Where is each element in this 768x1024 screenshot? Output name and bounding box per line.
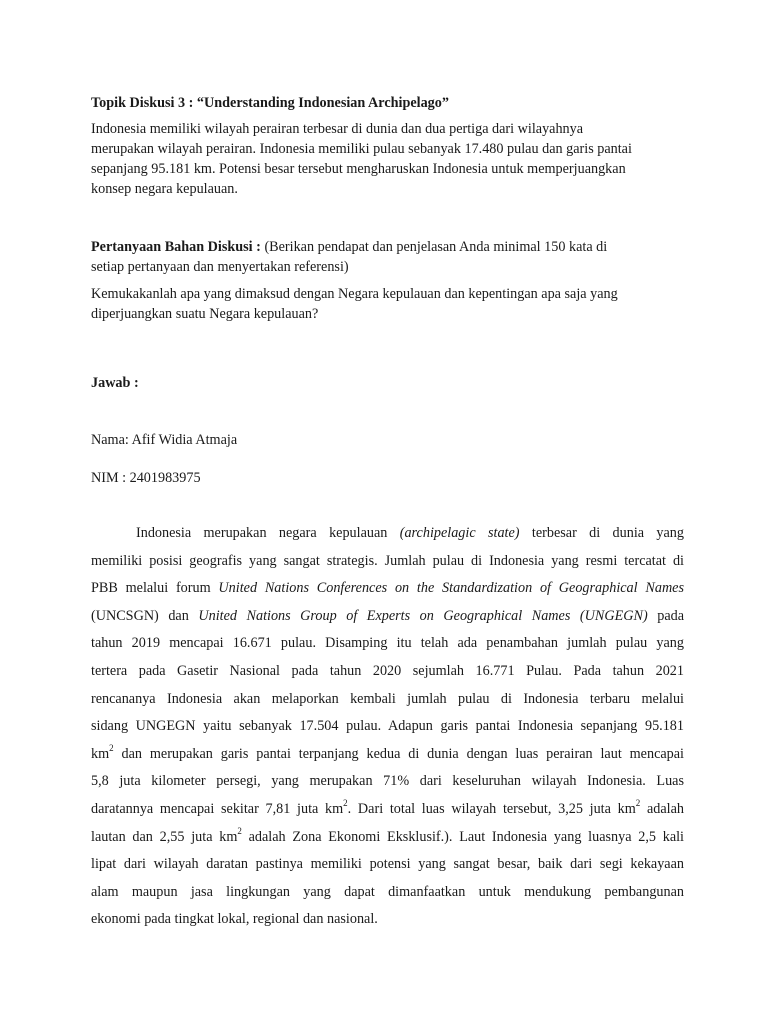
superscript: 2	[237, 825, 242, 836]
question-instruction-line	[91, 237, 684, 257]
question-text: diperjuangkan suatu Negara kepulauan?	[91, 306, 319, 322]
topic-line: sepanjang 95.181 km. Potensi besar tersebut mengharuskan Indonesia untuk memperjuangkan	[91, 161, 626, 177]
topic-line: merupakan wilayah perairan. Indonesia memiliki pulau sebanyak 17.480 pulau dan garis pantai	[91, 141, 632, 157]
paragraph-line: ekonomi pada tingkat lokal, regional dan nasional.	[91, 911, 378, 928]
text-run: Indonesia merupakan negara kepulauan	[136, 525, 388, 541]
text-run-italic: (archipelagic state)	[399, 525, 520, 541]
superscript: 2	[635, 798, 641, 809]
paragraph-line	[91, 575, 684, 603]
superscript: 2	[109, 743, 114, 754]
text-run-italic: United Nations Group of Experts on Geographical Names (UNGEGN)	[198, 607, 648, 624]
text-run: pada	[657, 607, 685, 624]
text-run: km	[91, 745, 110, 762]
answer-label-block	[91, 373, 684, 393]
question-instruction-line: setiap pertanyaan dan menyertakan referensi)	[91, 259, 349, 275]
text-run: lautan dan 2,55 juta km	[91, 828, 238, 845]
paragraph-line	[91, 603, 684, 631]
paragraph-line: 5,8 juta kilometer persegi, yang merupakan 71% dari keseluruhan wilayah Indonesia. Luas	[91, 773, 684, 790]
topic-title: Topik Diskusi 3 : “Understanding Indonesian Archipelago”	[91, 95, 449, 111]
answer-label: Jawab :	[91, 375, 139, 391]
text-run: adalah	[646, 800, 684, 817]
text-run: PBB melalui forum	[91, 580, 211, 597]
topic-line: konsep negara kepulauan.	[91, 181, 238, 197]
paragraph-line: rencananya Indonesia akan melaporkan kembali jumlah pulau di Indonesia terbaru melalui	[91, 690, 684, 707]
student-name: Nama: Afif Widia Atmaja	[91, 432, 238, 448]
paragraph-line	[91, 741, 684, 769]
student-nim: NIM : 2401983975	[91, 470, 201, 486]
paragraph-line: tertera pada Gasetir Nasional pada tahun 2020 sejumlah 16.771 Pulau. Pada tahun 2021	[91, 662, 684, 679]
question-text: Kemukakanlah apa yang dimaksud dengan Negara kepulauan dan kepentingan apa saja yang	[91, 286, 618, 302]
paragraph-line: sidang UNGEGN yaitu sebanyak 17.504 pulau. Adapun garis pantai Indonesia sepanjang 95.181	[91, 718, 684, 735]
text-run: dan merupakan garis pantai terpanjang kedua di dunia dengan luas perairan laut mencapai	[121, 745, 684, 762]
question-label: Pertanyaan Bahan Diskusi :	[91, 239, 261, 255]
paragraph-line: lipat dari wilayah daratan pastinya memiliki potensi yang sangat besar, baik dari segi kekayaan	[91, 856, 684, 873]
paragraph-line: alam maupun jasa lingkungan yang dapat dimanfaatkan untuk mendukung pembangunan	[91, 883, 684, 900]
text-run: daratannya mencapai sekitar 7,81 juta km	[91, 800, 344, 817]
paragraph-line	[91, 824, 684, 852]
topic-section	[91, 93, 684, 199]
topic-line: Indonesia memiliki wilayah perairan terbesar di dunia dan dua pertiga dari wilayahnya	[91, 121, 584, 137]
text-run-italic: United Nations Conferences on the Standardization of Geographical Names	[218, 580, 685, 597]
student-nim-block	[91, 468, 684, 488]
superscript: 2	[343, 798, 348, 809]
paragraph-line	[91, 796, 684, 824]
text-run: . Dari total luas wilayah tersebut, 3,25 juta km	[347, 800, 636, 817]
text-run: (UNCSGN) dan	[91, 607, 189, 624]
student-name-block	[91, 430, 684, 450]
paragraph-line: tahun 2019 mencapai 16.671 pulau. Disamping itu telah ada penambahan jumlah pulau yang	[91, 635, 684, 652]
answer-paragraph	[91, 520, 684, 934]
question-instruction: (Berikan pendapat dan penjelasan Anda minimal 150 kata di	[264, 239, 608, 255]
text-run: adalah Zona Ekonomi Eksklusif.). Laut Indonesia yang luasnya 2,5 kali	[248, 828, 684, 845]
paragraph-line	[91, 520, 684, 548]
paragraph-line: memiliki posisi geografis yang sangat strategis. Jumlah pulau di Indonesia yang resmi tercatat di	[91, 552, 684, 569]
question-section	[91, 237, 684, 324]
text-run: terbesar di dunia yang	[531, 525, 684, 541]
